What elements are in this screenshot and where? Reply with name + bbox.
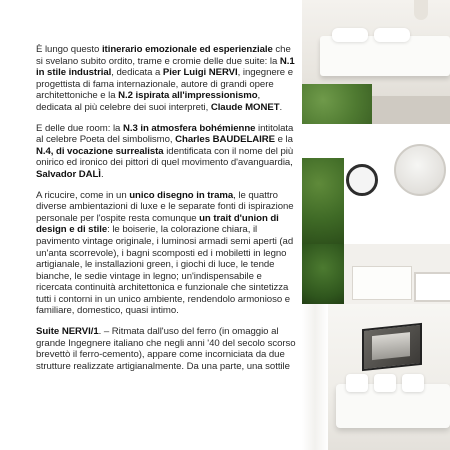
bed — [320, 36, 450, 76]
grass-rug — [302, 84, 372, 124]
pillow — [374, 28, 410, 42]
paragraph-rooms — [36, 123, 298, 181]
text-run: A ricucire, come in un — [36, 189, 130, 201]
article-text — [36, 44, 298, 381]
bed — [352, 266, 412, 300]
text-run: È lungo questo — [36, 44, 102, 55]
cushion — [374, 374, 396, 392]
cushion — [346, 374, 368, 392]
text-run: . — [100, 168, 104, 180]
bold-run: N.4, di vocazione surrealista — [36, 145, 164, 157]
bold-run: Suite NERVI/1 — [36, 326, 99, 338]
bold-run: Pier Luigi NERVI — [162, 67, 238, 79]
paragraph-design — [36, 190, 298, 318]
framed-artwork — [362, 323, 422, 371]
text-run: intitolata al celebre Poeta del simbolismo, — [36, 122, 294, 146]
text-run: . – Ritmata dall'uso del ferro (in omaggio al grande Ingegnere italiano che negli anni '40 del secolo scorso brevettò il ferro-cemento), appare come incorniciata da due strutture realizzate artigianalmente. Da una parte, una sottile — [36, 326, 296, 372]
bold-run: un trait d'union di design e di stile — [36, 212, 279, 236]
paragraph-suite-nervi — [36, 326, 298, 372]
bold-run: Charles BAUDELAIRE — [175, 134, 275, 146]
photo-column — [302, 0, 450, 450]
bedroom-photo — [302, 0, 450, 124]
round-mirror — [394, 144, 446, 196]
sink-cabinet — [414, 272, 450, 302]
bold-run: unico disegno in trama — [129, 189, 234, 201]
bold-run: N.1 in stile industrial — [36, 55, 295, 79]
bold-run: N.3 in atmosfera bohémienne — [122, 122, 256, 134]
paragraph-intro — [36, 44, 298, 114]
text-run: , le quattro diverse ambientazioni di luxe e le separate fonti di ispirazione personale per l'ospite resta comunque — [36, 189, 294, 224]
text-run: . — [279, 101, 283, 113]
text-run: , ingegnere e progettista di fama internazionale, autore di grandi opere architettoniche e la — [36, 67, 293, 102]
curtain — [302, 304, 328, 450]
ring-lamp — [346, 164, 378, 196]
green-wall — [302, 244, 344, 304]
pillow — [332, 28, 368, 42]
text-run: , dedicata a — [111, 67, 163, 79]
bold-run: Salvador DALÌ — [36, 168, 101, 180]
text-run: identificata con il nome del più onirico ed ironico dei pittori di quel movimento d'avanguardia, — [36, 145, 294, 169]
text-run: che si svelano subito ordito, trame e cromie delle due suite: la — [36, 44, 291, 67]
wall-detail-photo — [302, 124, 450, 244]
bold-run: itinerario emozionale ed esperienziale — [101, 44, 273, 55]
text-run: : le boiserie, la colorazione chiara, il pavimento vintage originale, i luminosi armadi semi aperti (ad un'anta scorrevole), i bagni scomposti ed i mobiletti in legno artigianale, le installazioni green, i giochi di luce, le tende bianche, le sedie vintage in legno; un'indispensabile e ricercata continuità architettonica e funzionale che sintetizza tutti i contorni in un unico ambiente, rendendolo armonioso e familiare, domestico, quasi intimo. — [36, 224, 294, 317]
green-wall — [302, 158, 344, 244]
room-photo — [302, 244, 450, 304]
cushion — [402, 374, 424, 392]
text-run: e la — [275, 134, 293, 146]
pendant-lamp — [414, 0, 428, 20]
living-room-photo — [302, 304, 450, 450]
text-run: E delle due room: la — [36, 122, 123, 134]
artwork-canvas — [372, 332, 410, 360]
bold-run: N.2 ispirata all'impressionismo — [118, 90, 258, 102]
bold-run: Claude MONET — [210, 101, 280, 113]
text-run: , dedicata al più celebre dei suoi interpreti, — [36, 90, 261, 113]
